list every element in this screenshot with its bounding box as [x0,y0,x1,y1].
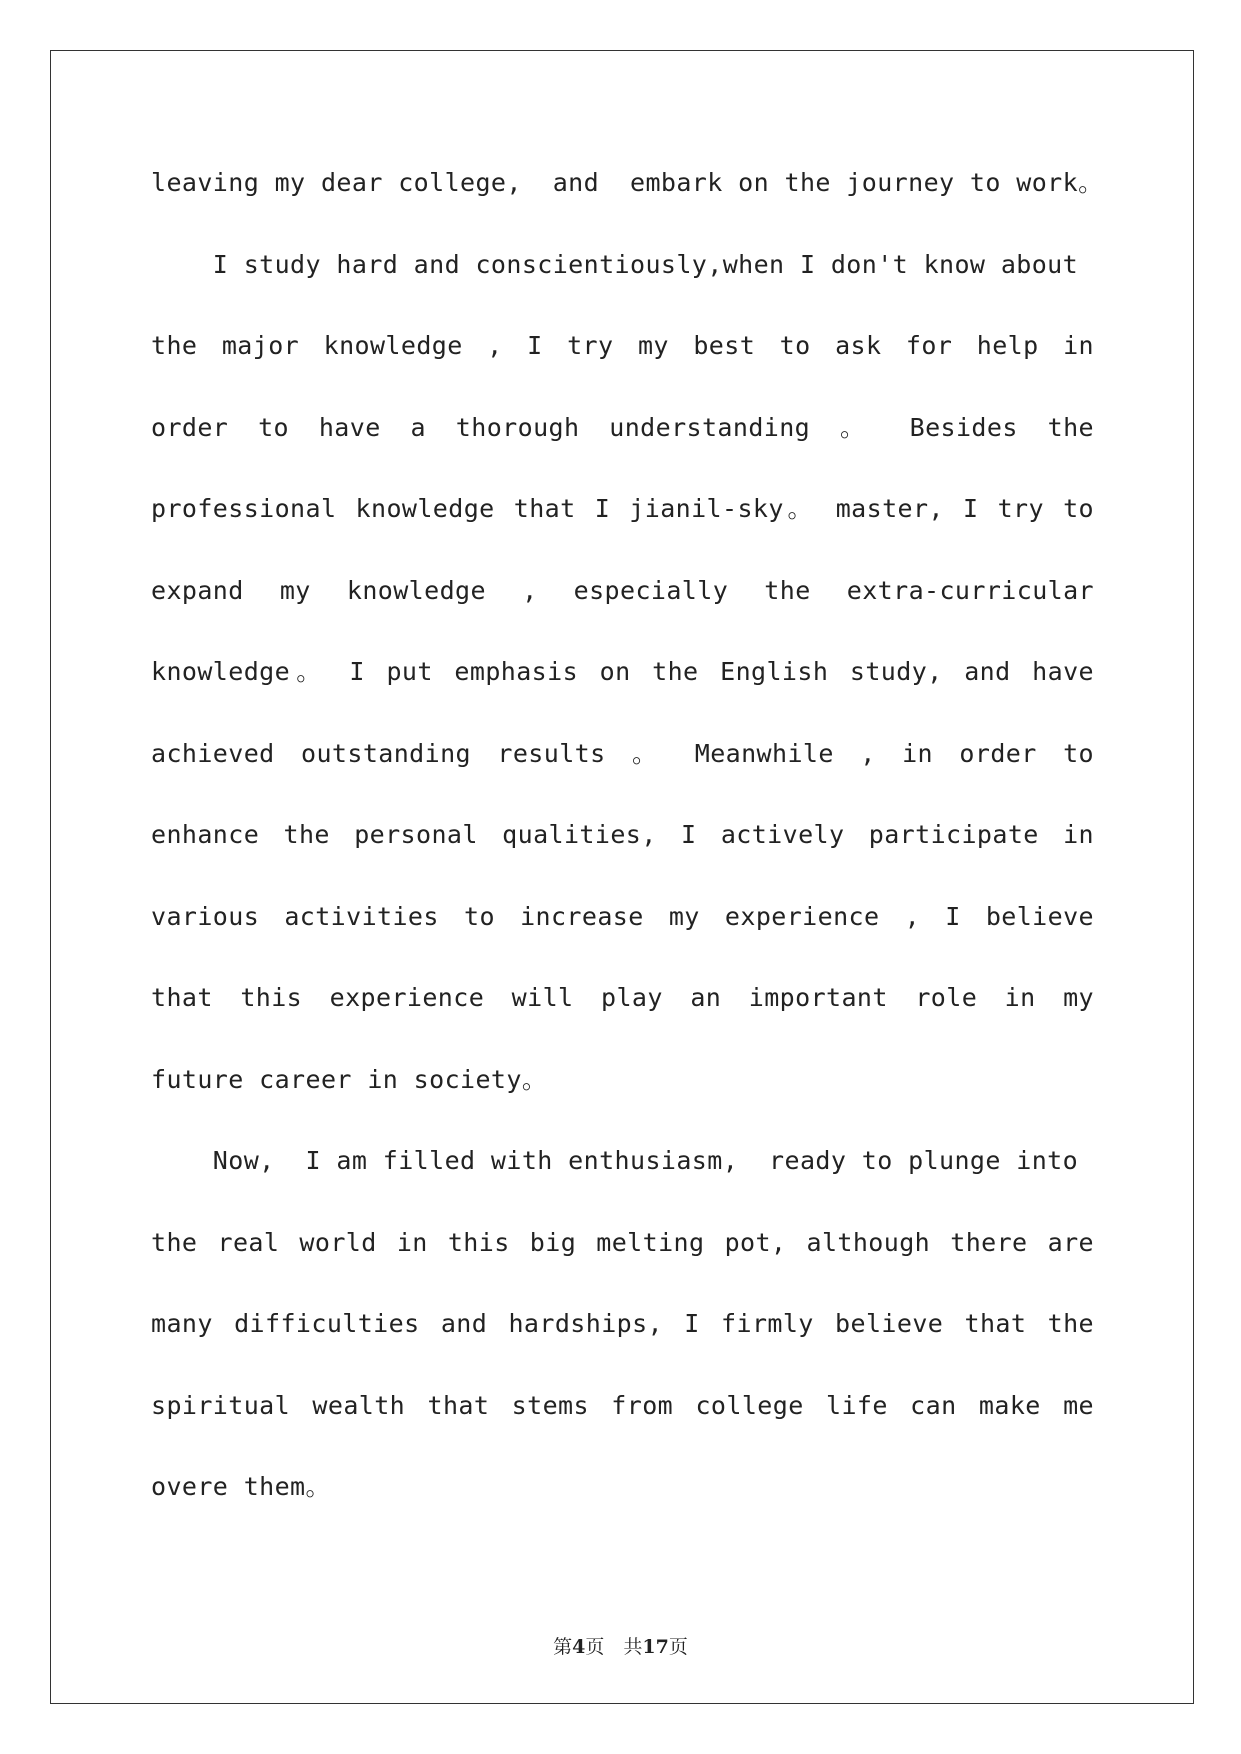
text-line-8: achieved outstanding results 。 Meanwhile , in order to [151,738,1094,768]
total-pages-number: 17 [642,1636,669,1658]
text-line-5: professional knowledge that I jianil-sky。 master, I try to [151,494,1094,523]
text-line-14: the real world in this big melting pot, although there are [151,1227,1094,1257]
footer-suffix: 页 [668,1636,688,1658]
footer-prefix: 第 [553,1636,573,1658]
text-line-3: the major knowledge , I try my best to ask for help in [151,331,1094,360]
text-line-15: many difficulties and hardships, I firmly believe that the [151,1309,1094,1338]
text-line-17: overe them。 [151,1472,331,1501]
page-footer [0,1632,1241,1659]
current-page-number: 4 [572,1636,586,1658]
text-line-12: future career in society。 [151,1064,548,1094]
text-line-1: leaving my dear college, and embark on the journey to work。 [151,168,1104,197]
footer-middle: 页 共 [585,1636,643,1658]
text-line-6: expand my knowledge , especially the extra-curricular [151,575,1094,605]
document-body [151,163,1104,1549]
text-line-16: spiritual wealth that stems from college life can make me [151,1390,1094,1420]
text-line-4: order to have a thorough understanding 。 Besides the [151,412,1094,442]
text-line-7: knowledge。 I put emphasis on the English study, and have [151,657,1094,686]
text-line-10: various activities to increase my experience , I believe [151,901,1094,931]
text-line-13: Now, I am filled with enthusiasm, ready to plunge into [151,1146,1079,1175]
text-line-9: enhance the personal qualities, I actively participate in [151,820,1094,849]
text-line-2: I study hard and conscientiously,when I don't know about [151,249,1079,279]
text-line-11: that this experience will play an important role in my [151,983,1094,1012]
